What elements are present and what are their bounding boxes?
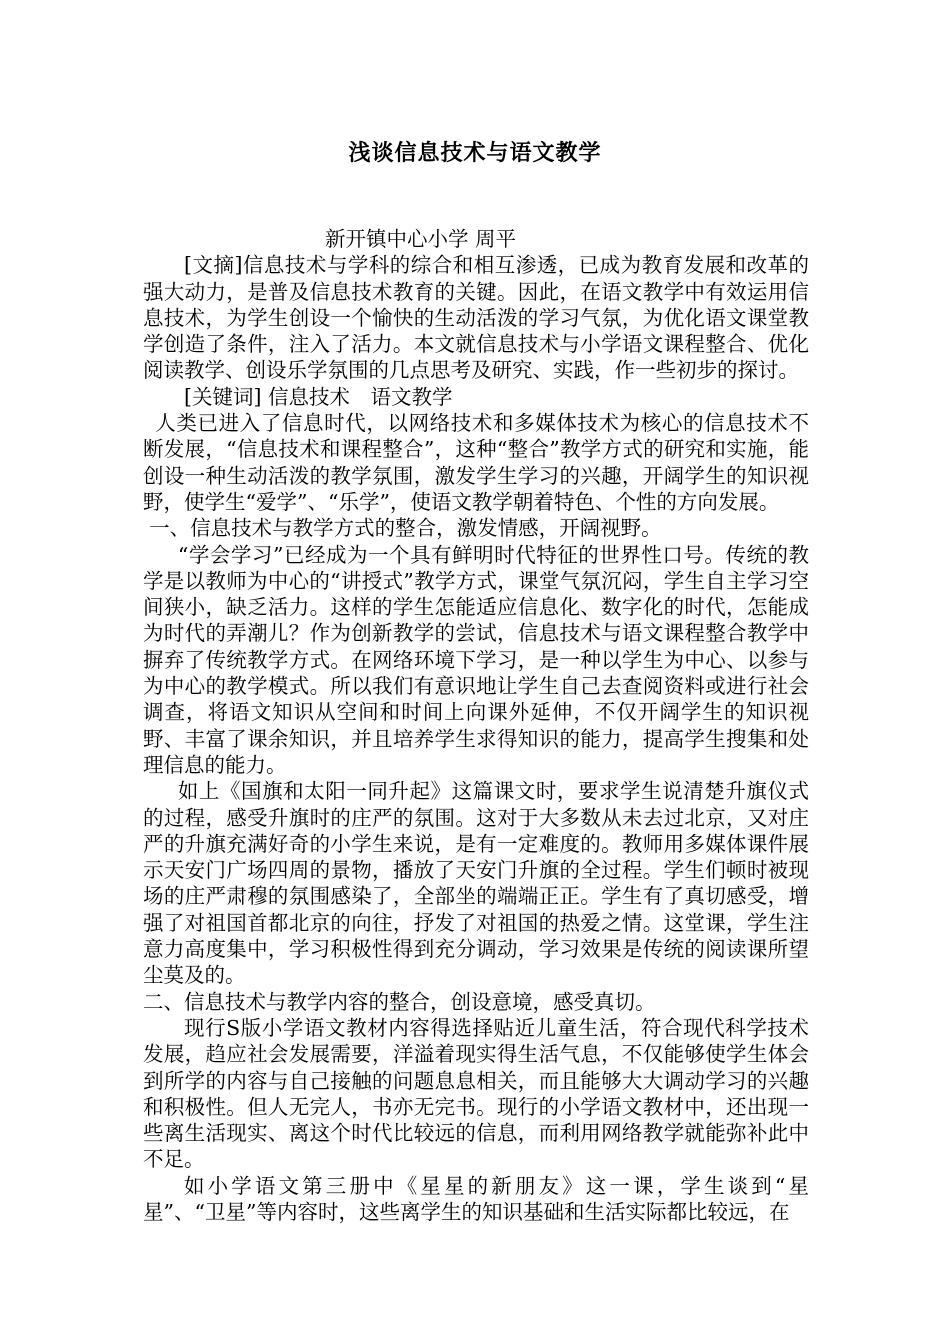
body-paragraph: 现行S版小学语文教材内容得选择贴近儿童生活，符合现代科学技术发展，趋应社会发展需要，洋溢着现实得生活气息，不仅能够使学生体会到所学的内容与自己接触的问题息息相关，而且能够大大调动学习的兴趣和积极性。但人无完人，书亦无完书。现行的小学语文教材中，还出现一些离生活现实、离这个时代比较远的信息，而利用网络教学就能弥补此中不足。: [143, 1015, 809, 1172]
body-paragraph: 如小学语文第三册中《星星的新朋友》这一课，学生谈到“星星”、“卫星”等内容时，这些离学生的知识基础和生活实际都比较远，在: [143, 1173, 809, 1224]
body-paragraph: 如上《国旗和太阳一同升起》这篇课文时，要求学生说清楚升旗仪式的过程，感受升旗时的庄严的氛围。这对于大多数从未去过北京，又对庄严的升旗充满好奇的小学生来说，是有一定难度的。教师用多媒体课件展示天安门广场四周的景物，播放了天安门升旗的全过程。学生们顿时被现场的庄严肃穆的氛围感染了，全部坐的端端正正。学生有了真切感受，增强了对祖国首都北京的向往，抒发了对祖国的热爱之情。这堂课，学生注意力高度集中，学习积极性得到充分调动，学习效果是传统的阅读课所望尘莫及的。: [143, 779, 809, 988]
abstract-paragraph: [文摘]信息技术与学科的综合和相互渗透，已成为教育发展和改革的强大动力，是普及信息技术教育的关键。因此，在语文教学中有效运用信息技术，为学生创设一个愉快的生动活泼的学习气氛，为优化语文课堂教学创造了条件，注入了活力。本文就信息技术与小学语文课程整合、优化阅读教学、创设乐学氛围的几点思考及研究、实践，作一些初步的探讨。: [143, 253, 809, 383]
section-heading: 一、信息技术与教学方式的整合，激发情感，开阔视野。: [149, 516, 662, 541]
document-body: [143, 226, 809, 1225]
author-line: 新开镇中心小学 周平: [325, 227, 517, 251]
section-heading: 二、信息技术与教学内容的整合，创设意境，感受真切。: [143, 989, 656, 1014]
document-title: 浅谈信息技术与语文教学: [348, 141, 602, 166]
body-paragraph: “学会学习”已经成为一个具有鲜明时代特征的世界性口号。传统的教学是以教师为中心的“讲授式”教学方式，课堂气氛沉闷，学生自主学习空间狭小，缺乏活力。这样的学生怎能适应信息化、数字化的时代，怎能成为时代的弄潮儿？作为创新教学的尝试，信息技术与语文课程整合教学中摒弃了传统教学方式。在网络环境下学习，是一种以学生为中心、以参与为中心的教学模式。所以我们有意识地让学生自己去查阅资料或进行社会调查，将语文知识从空间和时间上向课外延伸，不仅开阔学生的知识视野、丰富了课余知识，并且培养学生求得知识的能力，提高学生搜集和处理信息的能力。: [143, 542, 809, 777]
body-paragraph: 人类已进入了信息时代，以网络技术和多媒体技术为核心的信息技术不断发展，“信息技术和课程整合”，这种“整合”教学方式的研究和实施，能创设一种生动活泼的教学氛围，激发学生学习的兴趣，开阔学生的知识视野，使学生“爱学”、“乐学”，使语文教学朝着特色、个性的方向发展。: [143, 411, 809, 514]
keywords-line: [关键词] 信息技术 语文教学: [184, 384, 453, 409]
